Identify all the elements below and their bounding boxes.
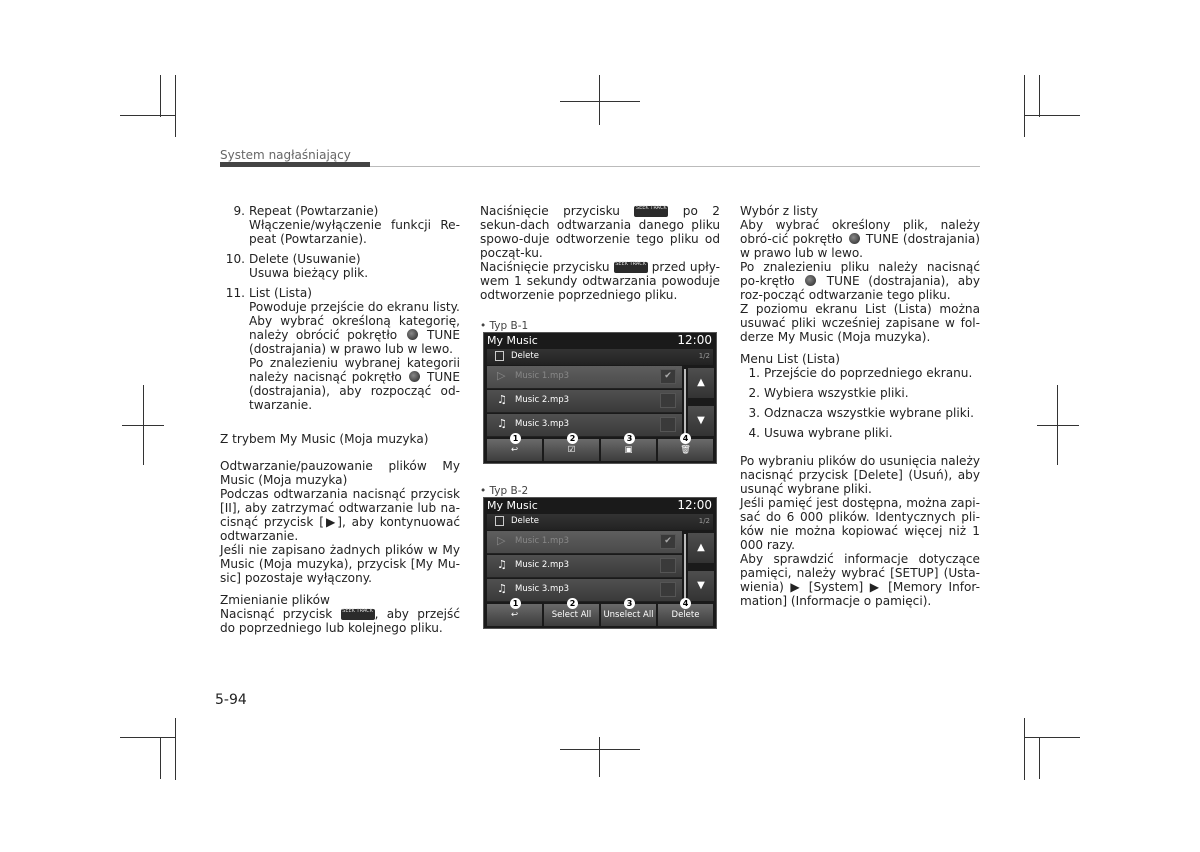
crop-mark <box>1024 75 1025 137</box>
scroll-up-button[interactable]: ▲ <box>688 533 714 563</box>
unselect-all-button[interactable]: Unselect All <box>601 604 656 626</box>
item-text: Wybiera wszystkie pliki. <box>764 386 909 400</box>
subheading: Menu List (Lista) <box>740 352 841 366</box>
back-button[interactable]: ↩ <box>487 604 542 626</box>
list-item <box>740 386 980 400</box>
screen-time: 12:00 <box>677 333 712 347</box>
scroll-down-button[interactable]: ▼ <box>688 571 714 601</box>
item-text: Usuwa bieżący plik. <box>249 266 369 280</box>
checkbox-icon[interactable]: ✔ <box>660 534 676 549</box>
middle-column <box>480 204 720 302</box>
paragraph: Po wybraniu plików do usunięcia należy nacisnąć przycisk [Delete] (Usuń), aby usunąć wybrane pliki. <box>740 454 980 496</box>
checkbox-icon[interactable] <box>660 393 676 408</box>
screen-b1 <box>483 332 717 464</box>
marker-4: 4 <box>680 433 691 444</box>
play-icon: ▷ <box>497 534 506 547</box>
scroll-up-button[interactable]: ▲ <box>688 368 714 398</box>
play-icon: ▷ <box>497 369 506 382</box>
file-row[interactable] <box>487 531 682 554</box>
section-header: System nagłaśniający <box>220 148 351 162</box>
crop-mark <box>120 115 176 116</box>
marker-3: 3 <box>624 433 635 444</box>
item-text: Aby wybrać określoną kategorię, należy obrócić pokrętło <box>249 314 460 342</box>
marker-1: 1 <box>510 598 521 609</box>
crop-mark <box>599 75 600 125</box>
list-item <box>740 426 980 440</box>
checkbox-icon[interactable]: ✔ <box>660 369 676 384</box>
unselect-all-button[interactable]: ▣ <box>601 439 656 461</box>
screen-title: My Music <box>487 499 538 512</box>
seek-track-icon: SEEK TRACK <box>614 262 648 273</box>
paragraph: Nacisnąć przycisk <box>220 607 333 621</box>
item-text: Po znalezieniu wybranej kategorii należy nacisnąć pokrętło <box>249 356 460 384</box>
music-note-icon: ♫ <box>497 558 507 571</box>
checkbox-icon[interactable] <box>660 582 676 597</box>
music-note-icon: ♫ <box>497 417 507 430</box>
crop-mark <box>560 749 640 750</box>
paragraph: TUNE (dostrajania) w prawo lub w lewo. <box>740 232 980 260</box>
crop-mark <box>120 737 176 738</box>
crop-mark <box>160 737 161 779</box>
paragraph: Naciśnięcie przycisku <box>480 260 610 274</box>
crop-mark <box>160 75 161 117</box>
back-button[interactable]: ↩ <box>487 439 542 461</box>
item-number: 9. <box>233 204 245 218</box>
music-note-icon: ♫ <box>497 393 507 406</box>
paragraph: Aby wybrać określony plik, należy obró-cić pokrętło <box>740 218 980 246</box>
screen-title: My Music <box>487 334 538 347</box>
crop-mark <box>1024 737 1080 738</box>
item-number: 1. <box>748 366 760 380</box>
figure-caption: • Typ B-1 <box>480 320 529 332</box>
marker-2: 2 <box>567 598 578 609</box>
screen-time: 12:00 <box>677 498 712 512</box>
item-text: Odznacza wszystkie wybrane pliki. <box>764 406 974 420</box>
tune-knob-icon <box>849 233 860 244</box>
item-text: TUNE (dostrajania) w prawo lub w lewo. <box>249 328 460 356</box>
tune-knob-icon <box>805 275 816 286</box>
crop-mark <box>1024 718 1025 780</box>
item-number: 2. <box>748 386 760 400</box>
tune-knob-icon <box>407 329 418 340</box>
file-name: Music 2.mp3 <box>515 395 570 405</box>
marker-3: 3 <box>624 598 635 609</box>
item-text: Usuwa wybrane pliki. <box>764 426 893 440</box>
scrollbar[interactable] <box>684 534 686 600</box>
marker-1: 1 <box>510 433 521 444</box>
list-item <box>220 204 460 246</box>
file-name: Music 1.mp3 <box>515 536 570 546</box>
page-indicator: 1/2 <box>698 517 710 525</box>
paragraph: Aby sprawdzić informacje dotyczące pamięci, należy wybrać [SETUP] (Usta-wienia) ▶ [System] ▶ [Memory Infor-mation] (Informacje o pamięci). <box>740 552 980 608</box>
item-number: 4. <box>748 426 760 440</box>
scroll-down-button[interactable]: ▼ <box>688 406 714 436</box>
select-all-button[interactable]: Select All <box>544 604 599 626</box>
subheading: Wybór z listy <box>740 204 818 218</box>
crop-mark <box>1024 115 1080 116</box>
item-text: Przejście do poprzedniego ekranu. <box>764 366 973 380</box>
file-row[interactable] <box>487 366 682 389</box>
menu-list <box>740 366 980 440</box>
crop-mark <box>1039 75 1040 117</box>
crop-mark <box>175 718 176 780</box>
seek-track-icon: SEEK TRACK <box>341 609 375 620</box>
file-row[interactable] <box>487 390 682 413</box>
item-title: Delete (Usuwanie) <box>249 252 361 266</box>
list-icon <box>495 516 504 526</box>
item-text: Powoduje przejście do ekranu listy. <box>249 300 460 314</box>
item-text: TUNE (dostrajania), aby rozpocząć od-twarzanie. <box>249 370 460 412</box>
file-name: Music 3.mp3 <box>515 419 570 429</box>
item-number: 11. <box>225 286 245 300</box>
figure-caption: • Typ B-2 <box>480 485 529 497</box>
crop-mark <box>560 101 640 102</box>
crop-mark <box>1039 737 1040 779</box>
paragraph: TUNE (dostrajania), aby roz-począć odtwarzanie tego pliku. <box>740 274 980 302</box>
paragraph: Podczas odtwarzania nacisnąć przycisk [II], aby zatrzymać odtwarzanie lub na-cisnąć przycisk [▶], aby kontynuować odtwarzanie. <box>220 487 460 543</box>
paragraph: Z poziomu ekranu List (Lista) można usuwać pliki wcześniej zapisane w fol-derze My Music (Moja muzyka). <box>740 302 980 344</box>
toolbar <box>486 604 714 626</box>
list-icon <box>495 351 504 361</box>
screen-subbar <box>487 349 713 365</box>
crop-mark <box>599 737 600 777</box>
marker-4: 4 <box>680 598 691 609</box>
scrollbar[interactable] <box>684 369 686 435</box>
item-number: 10. <box>225 252 245 266</box>
checkbox-icon[interactable] <box>660 417 676 432</box>
paragraph: Po znalezieniu pliku należy nacisnąć po-krętło <box>740 260 980 288</box>
select-all-button[interactable]: ☑ <box>544 439 599 461</box>
item-number: 3. <box>748 406 760 420</box>
screen-sub-label: Delete <box>511 516 539 526</box>
left-column <box>220 204 460 635</box>
list-item <box>740 366 980 380</box>
list-item <box>220 286 460 412</box>
mode-heading: Z trybem My Music (Moja muzyka) <box>220 432 429 446</box>
screen-sub-label: Delete <box>511 351 539 361</box>
checkbox-icon[interactable] <box>660 558 676 573</box>
file-row[interactable] <box>487 555 682 578</box>
paragraph: Jeśli nie zapisano żadnych plików w My Music (Moja muzyka), przycisk [My Mu-sic] pozostaje wyłączony. <box>220 543 460 585</box>
list-item <box>740 406 980 420</box>
seek-track-icon: SEEK TRACK <box>634 206 668 217</box>
paragraph: po 2 sekun-dach odtwarzania danego pliku spowo-duje odtworzenie tego pliku od począt-ku. <box>480 204 720 260</box>
marker-2: 2 <box>567 433 578 444</box>
paragraph: Naciśnięcie przycisku <box>480 204 620 218</box>
page-indicator: 1/2 <box>698 352 710 360</box>
toolbar <box>486 439 714 461</box>
delete-button[interactable]: Delete <box>658 604 713 626</box>
file-name: Music 3.mp3 <box>515 584 570 594</box>
list-item <box>220 252 460 280</box>
file-name: Music 2.mp3 <box>515 560 570 570</box>
file-name: Music 1.mp3 <box>515 371 570 381</box>
music-note-icon: ♫ <box>497 582 507 595</box>
header-bar <box>220 162 370 167</box>
screen-b2 <box>483 497 717 629</box>
tune-knob-icon <box>409 371 420 382</box>
crop-mark <box>175 75 176 137</box>
paragraph: , aby przejść do poprzedniego lub kolejnego pliku. <box>220 607 460 635</box>
page-number: 5-94 <box>215 692 247 708</box>
item-text: Włączenie/wyłączenie funkcji Re-peat (Powtarzanie). <box>249 218 460 246</box>
crop-mark <box>1037 425 1079 426</box>
paragraph: Jeśli pamięć jest dostępna, można zapi-sać do 6 000 plików. Identycznych pli-ków nie można kopiować więcej niż 1 000 razy. <box>740 496 980 552</box>
item-title: Repeat (Powtarzanie) <box>249 204 379 218</box>
paragraph: przed upły-wem 1 sekundy odtwarzania powoduje odtworzenie poprzedniego pliku. <box>480 260 720 302</box>
subheading: Zmienianie plików <box>220 593 330 607</box>
delete-button[interactable]: 🗑 <box>658 439 713 461</box>
crop-mark <box>122 425 164 426</box>
item-title: List (Lista) <box>249 286 312 300</box>
subheading: Odtwarzanie/pauzowanie plików My Music (Moja muzyka) <box>220 459 460 487</box>
right-column <box>740 204 980 608</box>
screen-subbar <box>487 514 713 530</box>
